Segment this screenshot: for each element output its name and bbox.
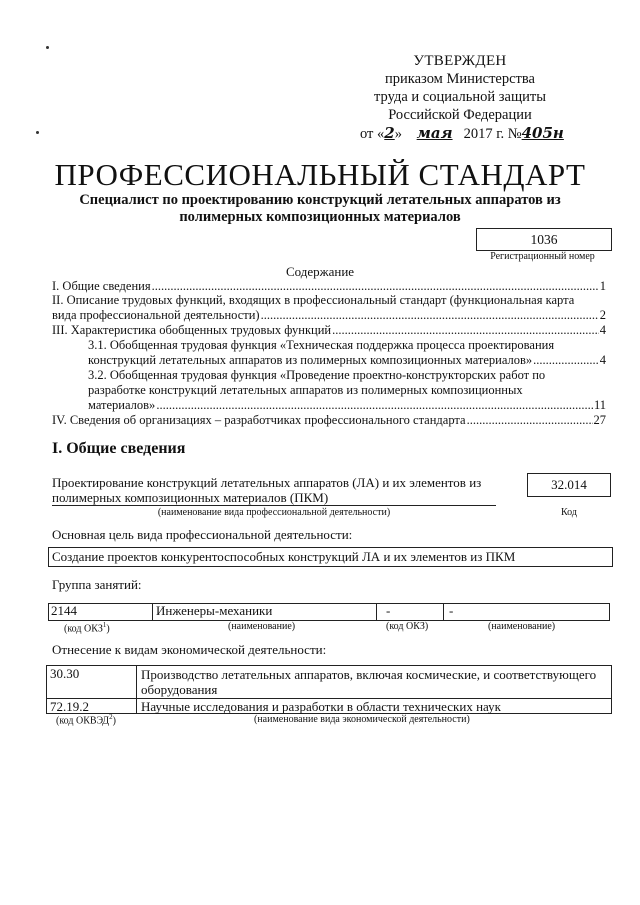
okz-name-caption: (наименование) <box>228 621 296 632</box>
toc-item-3-page: 4 <box>599 323 606 337</box>
econ-table-divider <box>136 665 137 713</box>
date-mid: » <box>394 126 402 142</box>
econ-label: Отнесение к видам экономической деятельности: <box>52 642 327 657</box>
date-year: 2017 г. № <box>463 126 522 142</box>
scan-speck-icon <box>36 131 39 134</box>
okz-code-caption <box>64 621 110 634</box>
econ-name-caption: (наименование вида экономической деятельности) <box>254 714 470 725</box>
econ-row-1-name <box>141 667 607 697</box>
footnote-mark: 1 <box>102 621 107 629</box>
toc-leader <box>467 413 593 428</box>
section-1-title: I. Общие сведения <box>52 440 186 457</box>
toc-item-3-1-line1[interactable] <box>88 338 606 353</box>
econ-row-2-name: Научные исследования и разработки в области технических наук <box>141 699 501 714</box>
approval-title: УТВЕРЖДЕН <box>413 53 507 69</box>
econ-row-2-code: 72.19.2 <box>50 699 89 714</box>
subtitle-line-2: полимерных композиционных материалов <box>179 209 461 225</box>
okz-name-2: - <box>449 603 454 618</box>
date-prefix: от « <box>360 126 385 142</box>
toc-item-1[interactable] <box>52 279 606 294</box>
document-title: ПРОФЕССИОНАЛЬНЫЙ СТАНДАРТ <box>54 157 586 192</box>
okz-code-2: - <box>386 603 391 618</box>
group-table <box>48 603 610 621</box>
econ-row-1-code: 30.30 <box>50 666 80 681</box>
caption-text: (код ОКЗ <box>64 623 103 635</box>
toc-item-3-text: III. Характеристика обобщенных трудовых функций <box>52 323 332 337</box>
toc-item-3-2-line3[interactable] <box>88 398 606 413</box>
caption-text: (код ОКВЭД <box>56 715 110 727</box>
toc-item-2-line2[interactable] <box>52 308 606 323</box>
registration-number-box: 1036 <box>476 228 612 251</box>
toc-leader <box>533 353 599 368</box>
activity-underline <box>52 505 496 506</box>
group-table-divider <box>443 603 444 620</box>
toc-leader <box>261 308 599 323</box>
group-label: Группа занятий: <box>52 577 142 592</box>
toc-item-4-page: 27 <box>593 413 606 427</box>
activity-code-box: 32.014 <box>527 473 611 497</box>
goal-box <box>48 547 613 567</box>
toc-item-4[interactable] <box>52 413 606 428</box>
activity-name-line-2: полимерных композиционных материалов (ПКМ) <box>52 490 329 505</box>
toc-item-3-1-line2[interactable] <box>88 353 606 368</box>
subtitle-line-1: Специалист по проектированию конструкций летательных аппаратов из <box>79 192 561 208</box>
okz-code-caption-2: (код ОКЗ) <box>386 621 429 632</box>
toc-item-1-page: 1 <box>599 279 606 293</box>
group-table-divider <box>152 603 153 620</box>
okved-caption <box>56 713 116 726</box>
goal-label: Основная цель вида профессиональной деятельности: <box>52 527 353 542</box>
toc-leader <box>152 279 599 294</box>
toc-leader <box>156 398 593 413</box>
toc-title: Содержание <box>285 264 355 279</box>
activity-caption: (наименование вида профессиональной деятельности) <box>157 507 391 518</box>
toc-item-3[interactable] <box>52 323 606 338</box>
toc-item-3-2-page: 11 <box>593 398 606 412</box>
approval-block <box>360 52 564 143</box>
toc-item-3-1-text-cont: конструкций летательных аппаратов из полимерных композиционных материалов» <box>88 353 533 367</box>
date-month: мая <box>416 124 453 142</box>
okz-name: Инженеры-механики <box>156 603 273 618</box>
toc-item-3-2-text: 3.2. Обобщенная трудовая функция «Проведение проектно-конструкторских работ по <box>88 368 546 382</box>
date-day: 2 <box>384 124 395 142</box>
group-table-divider <box>376 603 377 620</box>
okz-code: 2144 <box>51 603 77 618</box>
footnote-mark: 2 <box>109 713 113 721</box>
activity-name <box>52 475 502 505</box>
toc-item-2-text-cont: вида профессиональной деятельности) <box>52 308 260 322</box>
approval-line-1: приказом Министерства <box>385 71 535 87</box>
toc-leader <box>332 323 599 338</box>
toc-item-2-page: 2 <box>599 308 606 322</box>
okz-name-caption-2: (наименование) <box>488 621 556 632</box>
toc-item-1-text: I. Общие сведения <box>52 279 151 293</box>
activity-name-line-1: Проектирование конструкций летательных аппаратов (ЛА) и их элементов из <box>52 475 482 490</box>
econ-row-1-name-line-2: оборудования <box>141 682 218 697</box>
econ-row-1-name-line-1: Производство летательных аппаратов, включая космические, и соответствующего <box>141 667 597 682</box>
toc-item-3-2-text-cont: разработке конструкций летательных аппаратов из полимерных композиционных <box>88 383 523 397</box>
registration-number-label: Регистрационный номер <box>490 251 595 262</box>
approval-line-2: труда и социальной защиты <box>374 89 546 105</box>
caption-close: ) <box>112 715 116 727</box>
toc-item-4-text: IV. Сведения об организациях – разработчиках профессионального стандарта <box>52 413 466 427</box>
approval-date <box>360 124 564 143</box>
approval-line-3: Российской Федерации <box>388 107 532 123</box>
toc-item-2-line1[interactable] <box>52 293 606 308</box>
caption-close: ) <box>106 623 110 635</box>
activity-code-caption: Код <box>561 507 577 518</box>
toc-item-3-1-page: 4 <box>599 353 606 367</box>
toc-item-3-2-text-end: материалов» <box>88 398 156 412</box>
goal-text: Создание проектов конкурентоспособных конструкций ЛА и их элементов из ПКМ <box>52 549 516 564</box>
order-number: 405н <box>521 124 564 142</box>
toc-item-3-2-line1[interactable] <box>88 368 606 383</box>
scan-speck-icon <box>46 46 49 49</box>
toc-item-2-text: II. Описание трудовых функций, входящих в профессиональный стандарт (функциональная карта <box>52 293 575 307</box>
toc-item-3-2-line2[interactable] <box>88 383 606 398</box>
document-subtitle <box>40 192 600 226</box>
toc-item-3-1-text: 3.1. Обобщенная трудовая функция «Техническая поддержка процесса проектирования <box>88 338 555 352</box>
